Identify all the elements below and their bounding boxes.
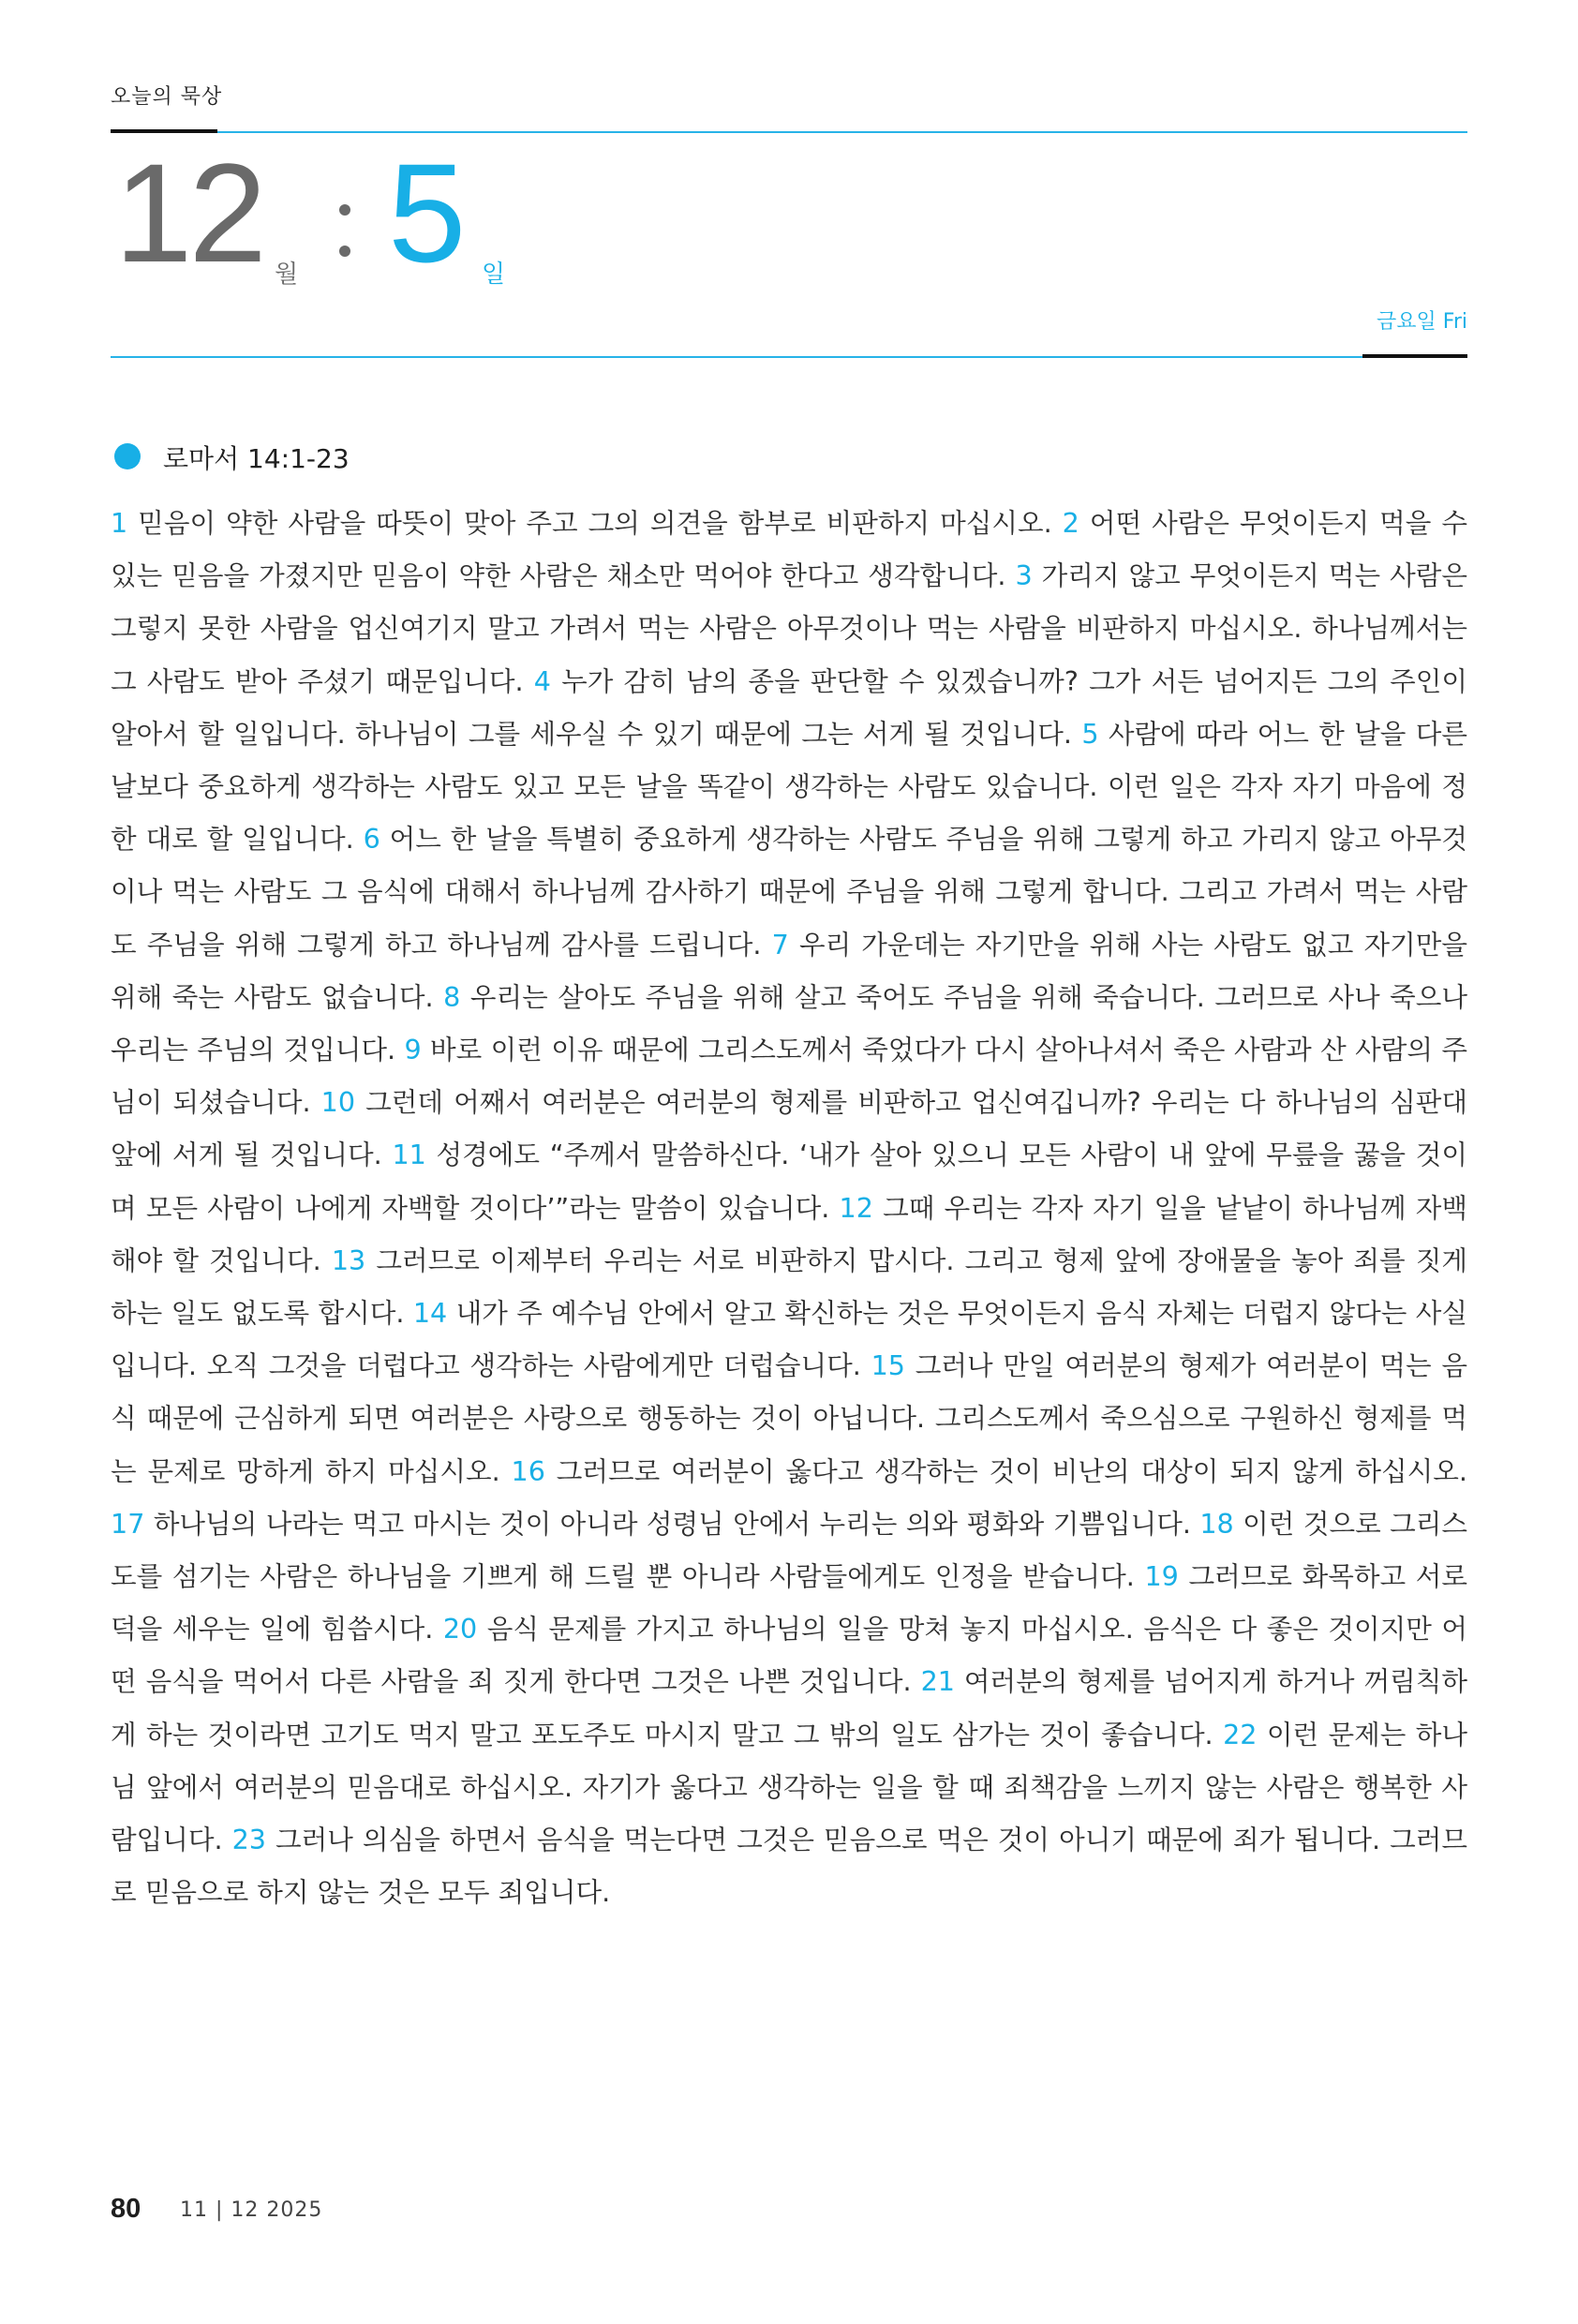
verse-text: 우리 가운데는 자기만을 위해 사는 사람도 없고 자기만을 위해 죽는 사람도 없습니다. <box>111 928 1468 1013</box>
verse-text: 그런데 어째서 여러분은 여러분의 형제를 비판하고 업신여깁니까? 우리는 다 하나님의 심판대 앞에 서게 될 것입니다. <box>111 1086 1467 1171</box>
verse-number: 10 <box>320 1086 356 1119</box>
verse-number: 17 <box>111 1507 145 1540</box>
verse-number: 18 <box>1199 1507 1234 1540</box>
scripture-text <box>111 497 1467 1918</box>
verse-number: 1 <box>111 507 128 539</box>
page-number: 80 <box>111 2194 141 2224</box>
verse-number: 9 <box>404 1034 422 1066</box>
verse-number: 12 <box>839 1191 873 1224</box>
verse-text: 어느 한 날을 특별히 중요하게 생각하는 사람도 주님을 위해 그렇게 하고 가리지 않고 아무것이나 먹는 사람도 그 음식에 대해서 하나님께 감사하기 때문에 주님을 위해 그렇게 합니다. 그리고 가려서 먹는 사람도 주님을 위해 그렇게 하고 하나님께 감사를 드립니다. <box>111 823 1467 961</box>
verse-number: 6 <box>363 823 380 856</box>
date-month-unit: 월 <box>275 261 299 289</box>
verse-text: 하나님의 나라는 먹고 마시는 것이 아니라 성령님 안에서 누리는 의와 평화와 기쁨입니다. <box>144 1507 1200 1540</box>
verse-text: 가리지 않고 무엇이든지 먹는 사람은 그렇지 못한 사람을 업신여기지 말고 가려서 먹는 사람은 아무것이나 먹는 사람을 비판하지 마십시오. 하나님께서는 그 사람도 받아 주셨기 때문입니다. <box>111 559 1467 697</box>
verse-number: 16 <box>511 1454 545 1487</box>
issue-date: 11 | 12 2025 <box>180 2198 323 2222</box>
verse-text: 그때 우리는 각자 자기 일을 낱낱이 하나님께 자백해야 할 것입니다. <box>111 1191 1467 1276</box>
verse-number: 13 <box>331 1244 366 1276</box>
verse-number: 4 <box>533 664 551 697</box>
mid-rule-dark <box>1362 354 1467 358</box>
verse-number: 8 <box>443 980 461 1013</box>
date-day-unit: 일 <box>482 261 506 289</box>
date-day: 5 <box>388 134 463 291</box>
verse-text: 누가 감히 남의 종을 판단할 수 있겠습니까? 그가 서든 넘어지든 그의 주인이 알아서 할 일입니다. 하나님이 그를 세우실 수 있기 때문에 그는 서게 될 것입니다. <box>111 664 1467 750</box>
verse-text: 성경에도 “주께서 말씀하신다. ‘내가 살아 있으니 모든 사람이 내 앞에 무릎을 꿇을 것이며 모든 사람이 나에게 자백할 것이다’”라는 말씀이 있습니다. <box>111 1139 1467 1224</box>
verse-text: 그러므로 이제부터 우리는 서로 비판하지 맙시다. 그리고 형제 앞에 장애물을 놓아 죄를 짓게 하는 일도 없도록 합시다. <box>111 1244 1467 1330</box>
verse-number: 14 <box>412 1297 448 1330</box>
verse-text: 이런 문제는 하나님 앞에서 여러분의 믿음대로 하십시오. 자기가 옳다고 생각하는 일을 할 때 죄책감을 느끼지 않는 사람은 행복한 사람입니다. <box>111 1718 1467 1856</box>
verse-text: 사람에 따라 어느 한 날을 다른 날보다 중요하게 생각하는 사람도 있고 모든 날을 똑같이 생각하는 사람도 있습니다. 이런 일은 각자 자기 마음에 정한 대로 할 일입니다. <box>111 717 1467 856</box>
top-rule-dark <box>111 129 217 133</box>
verse-number: 19 <box>1144 1560 1179 1593</box>
verse-number: 23 <box>231 1824 266 1856</box>
verse-number: 11 <box>392 1139 426 1171</box>
verse-text: 음식 문제를 가지고 하나님의 일을 망쳐 놓지 마십시오. 음식은 다 좋은 것이지만 어떤 음식을 먹어서 다른 사람을 죄 짓게 한다면 그것은 나쁜 것입니다. <box>111 1613 1467 1698</box>
verse-text: 믿음이 약한 사람을 따뜻이 맞아 주고 그의 의견을 함부로 비판하지 마십시오. <box>127 507 1063 539</box>
passage-bullet-icon <box>114 443 141 469</box>
verse-number: 15 <box>871 1349 905 1382</box>
verse-text: 그러므로 여러분이 옳다고 생각하는 것이 비난의 대상이 되지 않게 하십시오. <box>544 1454 1467 1487</box>
verse-text: 여러분의 형제를 넘어지게 하거나 꺼림칙하게 하는 것이라면 고기도 먹지 말고 포도주도 마시지 말고 그 밖의 일도 삼가는 것이 좋습니다. <box>111 1665 1467 1750</box>
date-colon <box>339 204 352 261</box>
mid-rule-blue <box>111 356 1362 358</box>
verse-text: 어떤 사람은 무엇이든지 먹을 수 있는 믿음을 가졌지만 믿음이 약한 사람은 채소만 먹어야 한다고 생각합니다. <box>111 507 1467 592</box>
verse-text: 그러므로 화목하고 서로 덕을 세우는 일에 힘씁시다. <box>111 1560 1467 1646</box>
verse-number: 22 <box>1223 1718 1258 1750</box>
passage-reference: 로마서 14:1-23 <box>163 443 350 474</box>
verse-number: 5 <box>1081 717 1099 750</box>
weekday-label: 금요일 Fri <box>1377 310 1467 334</box>
verse-number: 3 <box>1015 559 1033 592</box>
verse-text: 이런 것으로 그리스도를 섬기는 사람은 하나님을 기쁘게 해 드릴 뿐 아니라 사람들에게도 인정을 받습니다. <box>111 1507 1467 1593</box>
verse-text: 내가 주 예수님 안에서 알고 확신하는 것은 무엇이든지 음식 자체는 더럽지 않다는 사실입니다. 오직 그것을 더럽다고 생각하는 사람에게만 더럽습니다. <box>111 1297 1467 1382</box>
header-title: 오늘의 묵상 <box>111 85 223 109</box>
verse-number: 7 <box>771 928 789 961</box>
verse-text: 바로 이런 이유 때문에 그리스도께서 죽었다가 다시 살아나셔서 죽은 사람과 산 사람의 주님이 되셨습니다. <box>111 1034 1467 1119</box>
verse-text: 그러나 만일 여러분의 형제가 여러분이 먹는 음식 때문에 근심하게 되면 여러분은 사랑으로 행동하는 것이 아닙니다. 그리스도께서 죽으심으로 구원하신 형제를 먹는 문제로 망하게 하지 마십시오. <box>111 1349 1468 1487</box>
date-month: 12 <box>114 134 263 291</box>
verse-number: 21 <box>920 1665 955 1698</box>
verse-number: 20 <box>442 1613 478 1646</box>
verse-number: 2 <box>1062 507 1079 539</box>
verse-text: 그러나 의심을 하면서 음식을 먹는다면 그것은 믿음으로 먹은 것이 아니기 때문에 죄가 됩니다. 그러므로 믿음으로 하지 않는 것은 모두 죄입니다. <box>111 1824 1467 1909</box>
top-rule-blue <box>217 131 1467 133</box>
verse-text: 우리는 살아도 주님을 위해 살고 죽어도 주님을 위해 죽습니다. 그러므로 사나 죽으나 우리는 주님의 것입니다. <box>111 980 1467 1066</box>
